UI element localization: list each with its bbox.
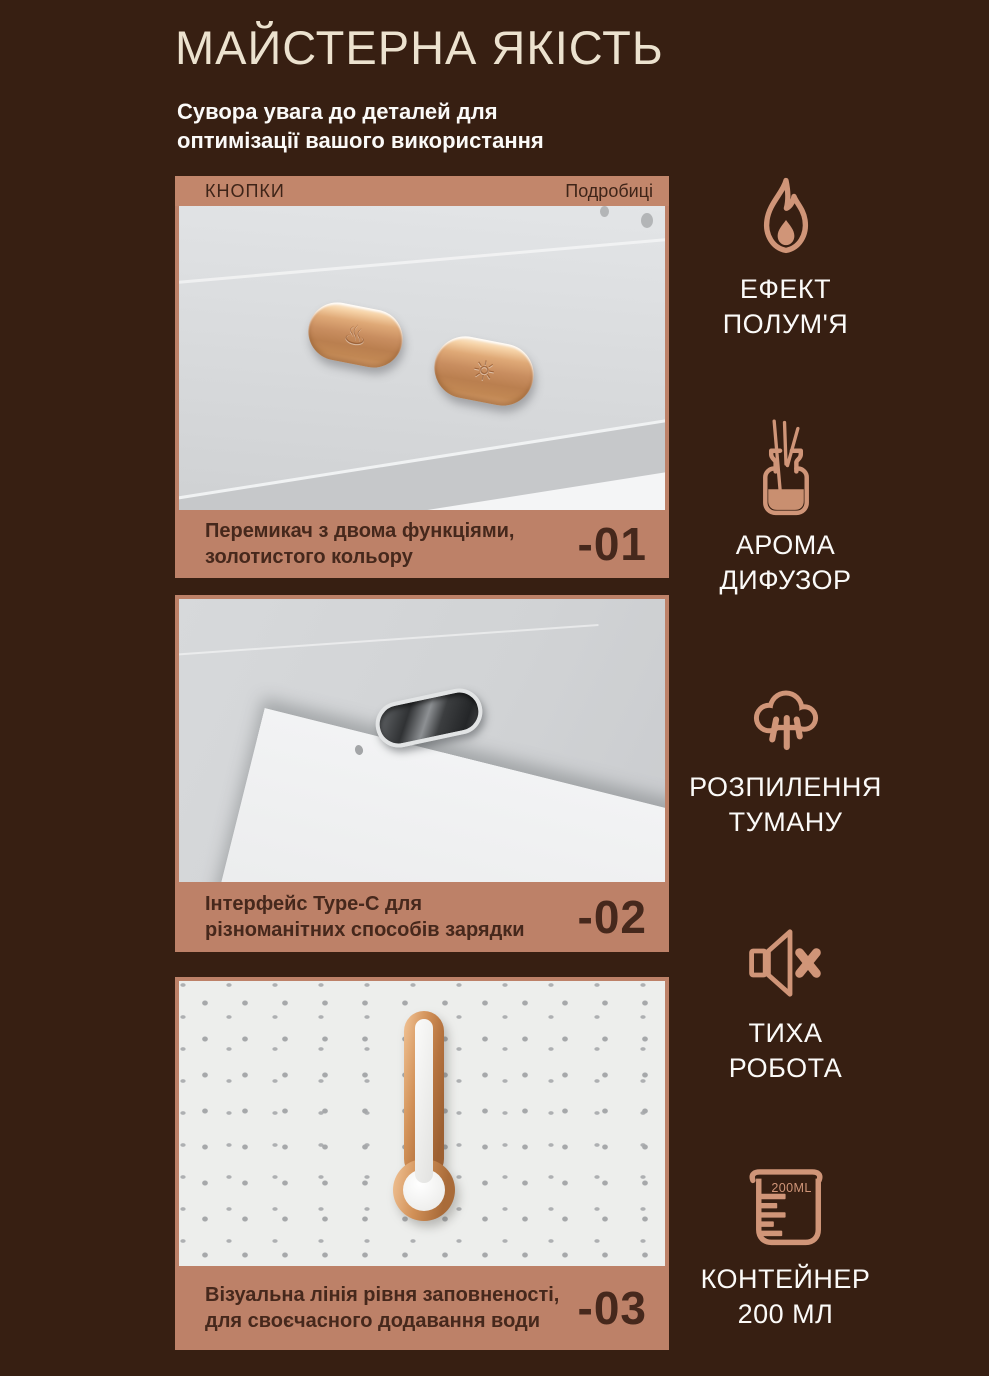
- typec-port: [371, 684, 486, 751]
- caption-text: Візуальна лінія рівня заповненості, для своєчасного додавання води: [205, 1284, 560, 1332]
- feature-quiet-operation: [668, 922, 903, 1086]
- feature-panel-buttons: [175, 176, 669, 578]
- subtitle-line-1: Сувора увага до деталей для: [177, 99, 498, 124]
- water-level-window: [401, 1011, 447, 1231]
- feature-label: АРОМА ДИФУЗОР: [719, 530, 852, 595]
- feature-container-volume: [668, 1166, 903, 1332]
- panel-header: [175, 176, 669, 206]
- feature-mist-spray: [668, 678, 903, 840]
- aroma-diffuser-icon: [749, 418, 823, 516]
- feature-flame-effect: [668, 174, 903, 342]
- page-title: МАЙСТЕРНА ЯКІСТЬ: [175, 21, 664, 74]
- caption-bar: [175, 510, 669, 578]
- panel-header-title: КНОПКИ: [205, 180, 285, 201]
- muted-speaker-icon: [742, 922, 830, 1004]
- caption-number: -02: [577, 891, 647, 943]
- feature-rail: [668, 0, 903, 1376]
- feature-label: РОЗПИЛЕННЯ ТУМАНУ: [689, 772, 882, 837]
- measuring-beaker-icon: [742, 1166, 830, 1250]
- feature-label: ТИХА РОБОТА: [728, 1018, 843, 1083]
- gold-mist-button: [303, 297, 407, 372]
- water-level-slot: [415, 1019, 433, 1183]
- feature-label: КОНТЕЙНЕР 200 МЛ: [700, 1264, 871, 1329]
- beaker-volume-label: 200ML: [770, 1181, 812, 1196]
- product-photo-gold-buttons: [179, 206, 665, 510]
- mist-button-icon: ♨: [340, 317, 371, 353]
- caption-number: -01: [577, 518, 647, 570]
- caption-number: -03: [577, 1282, 647, 1334]
- surface-seam-highlight: [179, 234, 665, 286]
- gold-light-button: [429, 331, 539, 411]
- product-photo-typec-port: [179, 599, 665, 882]
- light-button-icon: ☼: [469, 353, 499, 389]
- vent-hole: [641, 213, 653, 228]
- caption-bar: [175, 882, 669, 952]
- vent-hole: [600, 206, 609, 217]
- surface-seam-highlight: [179, 624, 599, 656]
- caption-bar: [175, 1266, 669, 1350]
- product-photo-water-level: [179, 981, 665, 1266]
- page-subtitle: [177, 97, 544, 155]
- feature-aroma-diffuser: [668, 418, 903, 598]
- feature-label: ЕФЕКТ ПОЛУМ'Я: [722, 274, 849, 339]
- feature-panel-water-level: [175, 977, 669, 1350]
- panel-header-details-label: Подробиці: [565, 180, 653, 201]
- mist-cloud-icon: [744, 678, 828, 758]
- caption-text: Інтерфейс Type-C для різноманітних способів зарядки: [205, 893, 525, 941]
- flame-icon: [748, 174, 824, 260]
- feature-panel-typec: [175, 595, 669, 952]
- subtitle-line-2: оптимізації вашого використання: [177, 128, 544, 153]
- caption-text: Перемикач з двома функціями, золотистого кольору: [205, 520, 515, 568]
